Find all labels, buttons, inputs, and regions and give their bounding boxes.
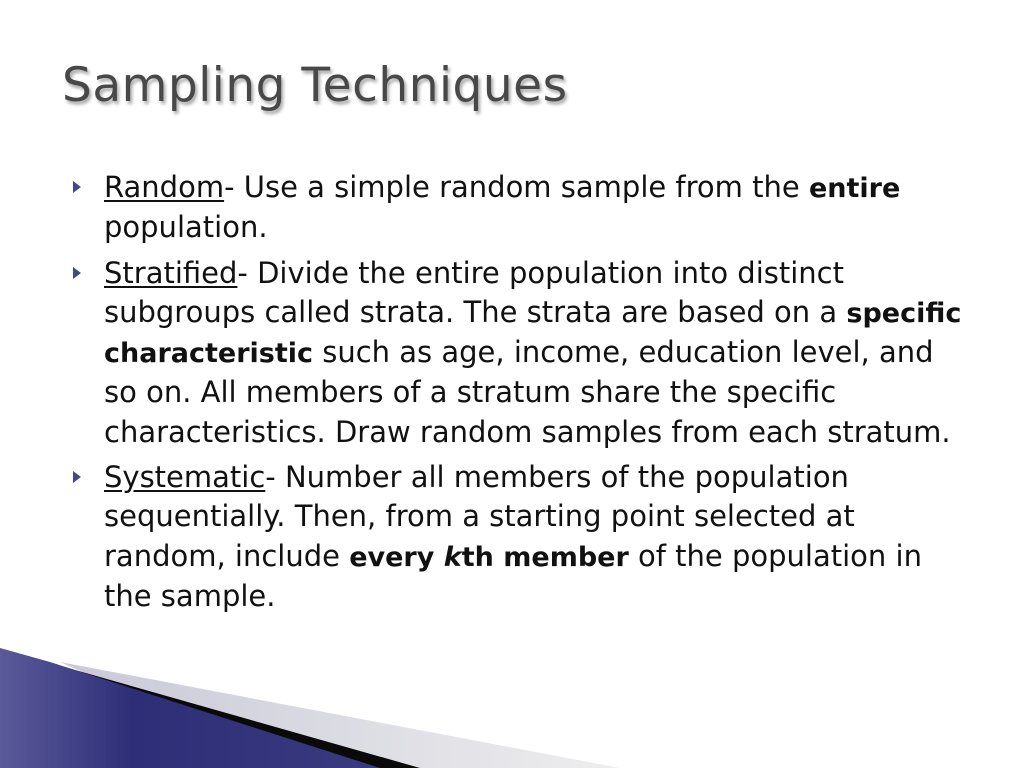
bullet-stratified xyxy=(70,254,970,452)
bullet-text: such as age, income, education level, and so on. All members of a stratum share the specific characteristics. Draw random samples from each stratum. xyxy=(104,335,951,449)
corner-decoration xyxy=(0,640,1024,768)
bullet-text: population. xyxy=(104,210,268,245)
emphasis-text: specific characteristic xyxy=(104,297,962,370)
term-systematic: Systematic xyxy=(104,460,266,495)
right-triangle-icon xyxy=(73,471,81,483)
bullet-random xyxy=(70,168,970,248)
term-stratified: Stratified xyxy=(104,255,238,290)
right-triangle-icon xyxy=(73,181,81,193)
bullet-text: of the population in the sample. xyxy=(104,538,922,613)
deco-blue-wedge xyxy=(0,648,380,768)
bullet-list xyxy=(70,168,970,622)
emphasis-text: entire xyxy=(808,173,901,204)
emphasis-italic-k: k xyxy=(443,541,462,573)
emphasis-text: every xyxy=(349,541,444,573)
bullet-systematic xyxy=(70,458,970,616)
bullet-text: - Number all members of the population sequentially. Then, from a starting point selected at random, include xyxy=(104,460,855,573)
right-triangle-icon xyxy=(73,267,81,279)
bullet-text: - Use a simple random sample from the xyxy=(224,170,809,204)
slide-title: Sampling Techniques xyxy=(62,58,568,113)
emphasis-text: th member xyxy=(461,541,629,573)
bullet-text: - Divide the entire population into distinct subgroups called strata. The strata are based on a xyxy=(104,255,847,329)
term-random: Random xyxy=(104,170,225,204)
